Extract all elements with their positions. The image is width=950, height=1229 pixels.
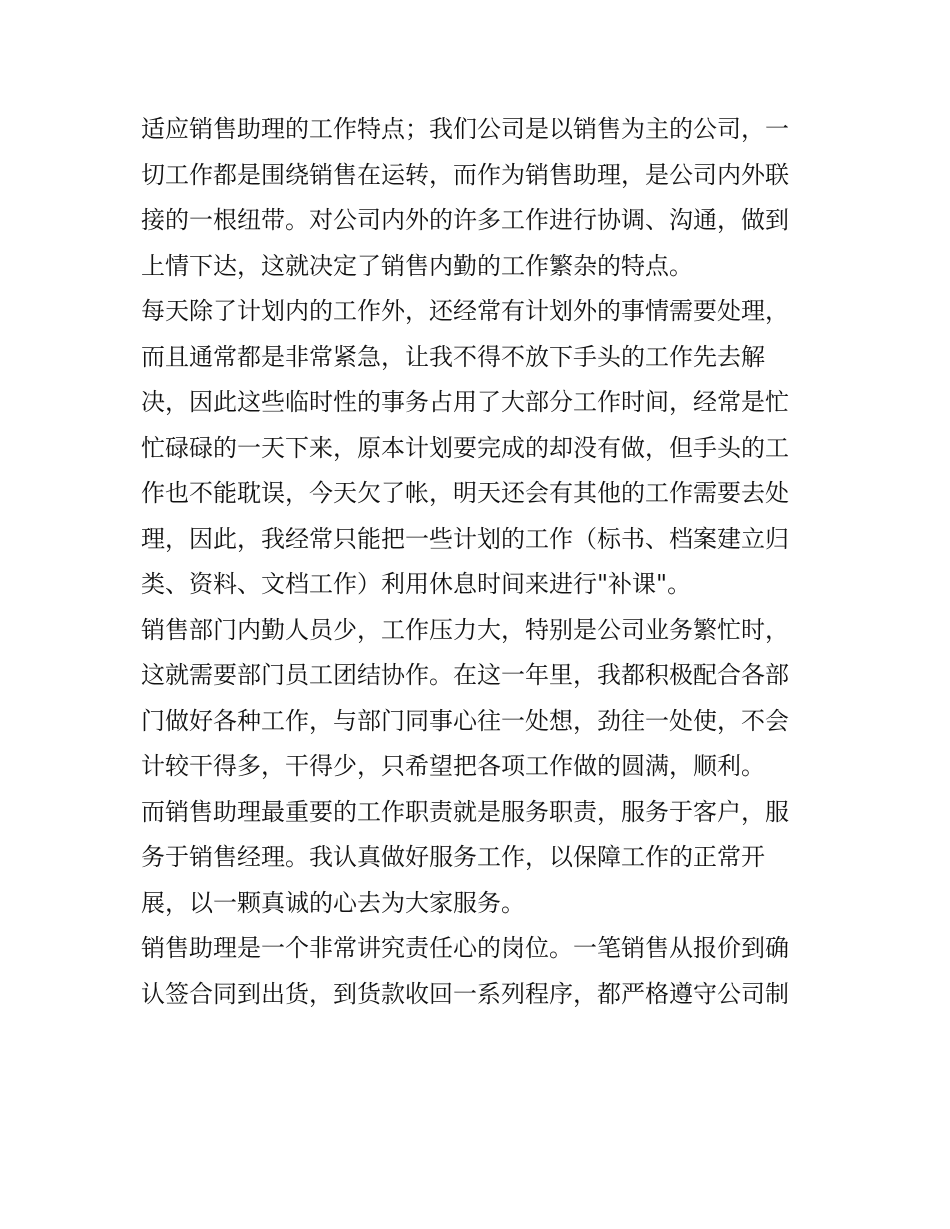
text-line: 而且通常都是非常紧急，让我不得不放下手头的工作先去解 [141, 342, 765, 371]
text-line: 门做好各种工作，与部门同事心往一处想，劲往一处使，不会 [141, 706, 789, 735]
text-line: 销售部门内勤人员少，工作压力大，特别是公司业务繁忙时， [141, 615, 789, 644]
text-line: 类、资料、文档工作）利用休息时间来进行"补课"。 [141, 570, 692, 598]
text-line: 每天除了计划内的工作外，还经常有计划外的事情需要处理， [141, 297, 789, 325]
text-line: 接的一根纽带。对公司内外的许多工作进行协调、沟通，做到 [141, 206, 789, 234]
text-line: 理，因此，我经常只能把一些计划的工作（标书、档案建立归 [141, 524, 789, 553]
text-line: 作也不能耽误，今天欠了帐，明天还会有其他的工作需要去处 [141, 479, 789, 507]
document-body [141, 107, 813, 1017]
text-line: 上情下达，这就决定了销售内勤的工作繁杂的特点。 [141, 251, 693, 280]
text-line: 展，以一颗真诚的心去为大家服务。 [141, 888, 525, 917]
text-line: 销售助理是一个非常讲究责任心的岗位。一笔销售从报价到确 [141, 934, 789, 962]
text-line: 忙碌碌的一天下来，原本计划要完成的却没有做，但手头的工 [141, 433, 789, 462]
text-line: 而销售助理最重要的工作职责就是服务职责，服务于客户，服 [141, 797, 789, 826]
text-line: 认签合同到出货，到货款收回一系列程序，都严格遵守公司制 [141, 979, 789, 1008]
text-line: 这就需要部门员工团结协作。在这一年里，我都积极配合各部 [141, 661, 789, 689]
text-line: 计较干得多，干得少，只希望把各项工作做的圆满，顺利。 [141, 752, 765, 780]
text-line: 切工作都是围绕销售在运转，而作为销售助理，是公司内外联 [141, 160, 789, 189]
text-line: 决，因此这些临时性的事务占用了大部分工作时间，经常是忙 [141, 388, 789, 416]
text-line: 适应销售助理的工作特点；我们公司是以销售为主的公司，一 [141, 115, 789, 143]
text-line: 务于销售经理。我认真做好服务工作，以保障工作的正常开 [141, 843, 765, 871]
